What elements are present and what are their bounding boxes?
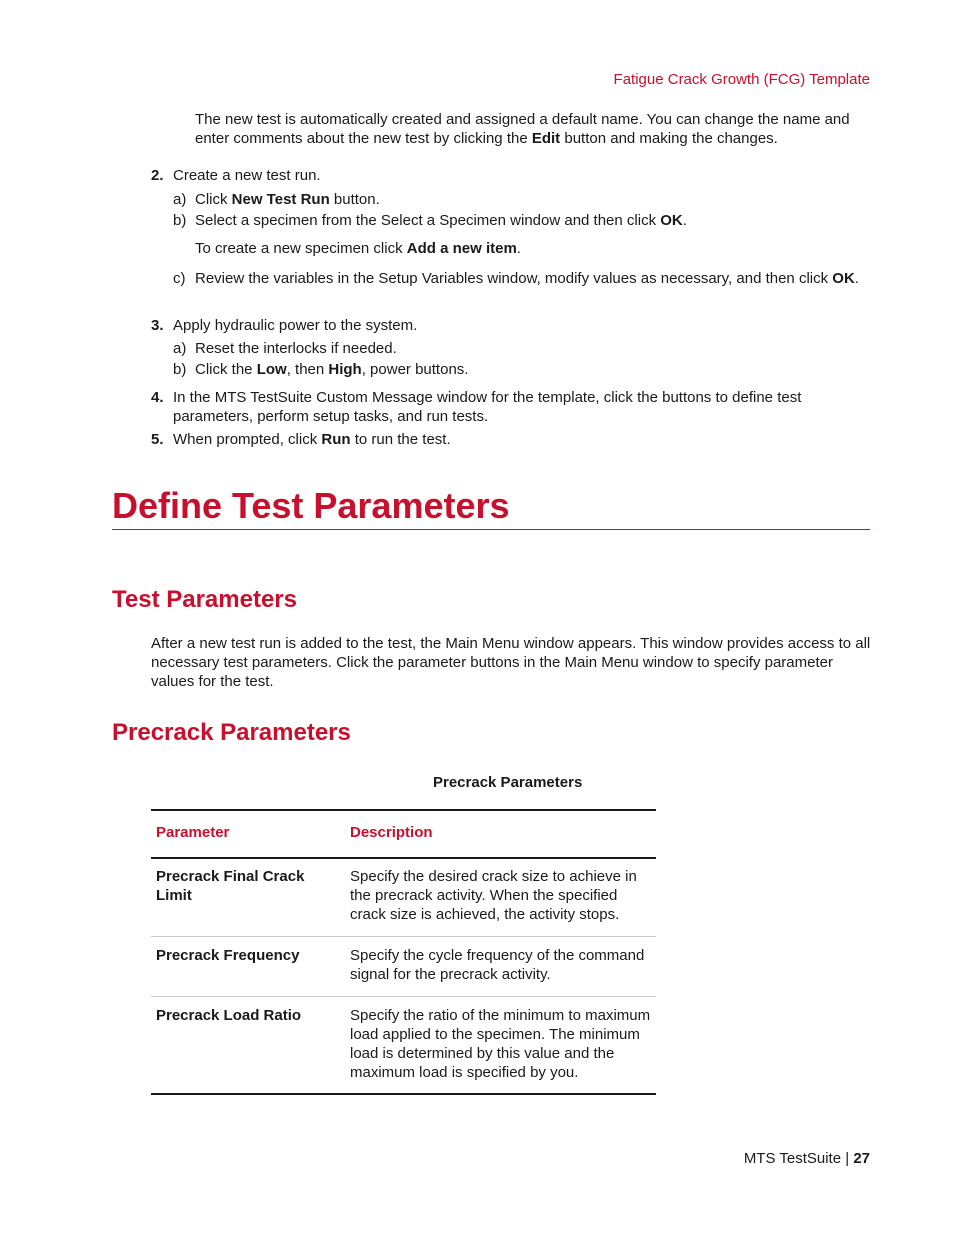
running-header: Fatigue Crack Growth (FCG) Template xyxy=(613,71,870,88)
step-2: 2. Create a new test run. xyxy=(151,167,321,184)
step-3: 3. Apply hydraulic power to the system. xyxy=(151,317,418,334)
precrack-heading: Precrack Parameters xyxy=(112,719,351,746)
table-row-param: Precrack Final Crack Limit xyxy=(156,868,305,904)
page-number: 27 xyxy=(853,1150,870,1167)
test-parameters-body: After a new test run is added to the test, the Main Menu window appears. This window provides access to all necessary test parameters. Click the parameter buttons in the Main Menu window to specify parameter values for the test. xyxy=(151,635,871,690)
table-row-param: Precrack Frequency xyxy=(156,947,300,964)
intro-paragraph: The new test is automatically created and assigned a default name. You can change the name and enter comments about the new test by clicking the Edit button and making the changes. xyxy=(195,111,850,147)
table-caption: Precrack Parameters xyxy=(433,774,583,791)
table-row-param: Precrack Load Ratio xyxy=(156,1007,302,1024)
step-5: 5. When prompted, click Run to run the test. xyxy=(151,431,451,448)
table-bottom-rule xyxy=(151,1093,656,1095)
column-header-description: Description xyxy=(350,824,433,841)
column-header-parameter: Parameter xyxy=(156,824,230,841)
table-row-divider xyxy=(151,996,656,997)
footer-product: MTS TestSuite | xyxy=(743,1150,854,1167)
table-top-rule xyxy=(151,809,656,811)
table-row-desc: Specify the desired crack size to achieve in the precrack activity. When the specified crack size is achieved, the activity stops. xyxy=(350,868,637,923)
section-title-rule xyxy=(112,529,870,530)
step-2b-note: To create a new specimen click Add a new item. xyxy=(195,240,521,257)
table-row-divider xyxy=(151,936,656,937)
table-header-rule xyxy=(151,857,656,859)
test-parameters-heading: Test Parameters xyxy=(112,586,297,613)
section-title: Define Test Parameters xyxy=(112,485,510,526)
table-row-desc: Specify the ratio of the minimum to maximum load applied to the specimen. The minimum load is determined by this value and the maximum load is specified by you. xyxy=(350,1007,651,1081)
page-footer xyxy=(744,1149,870,1168)
table-row-desc: Specify the cycle frequency of the command signal for the precrack activity. xyxy=(350,947,645,983)
edit-term: Edit xyxy=(531,130,561,147)
step-4: 4. In the MTS TestSuite Custom Message window for the template, click the buttons to define test parameters, perform setup tasks, and run tests. xyxy=(151,389,802,425)
